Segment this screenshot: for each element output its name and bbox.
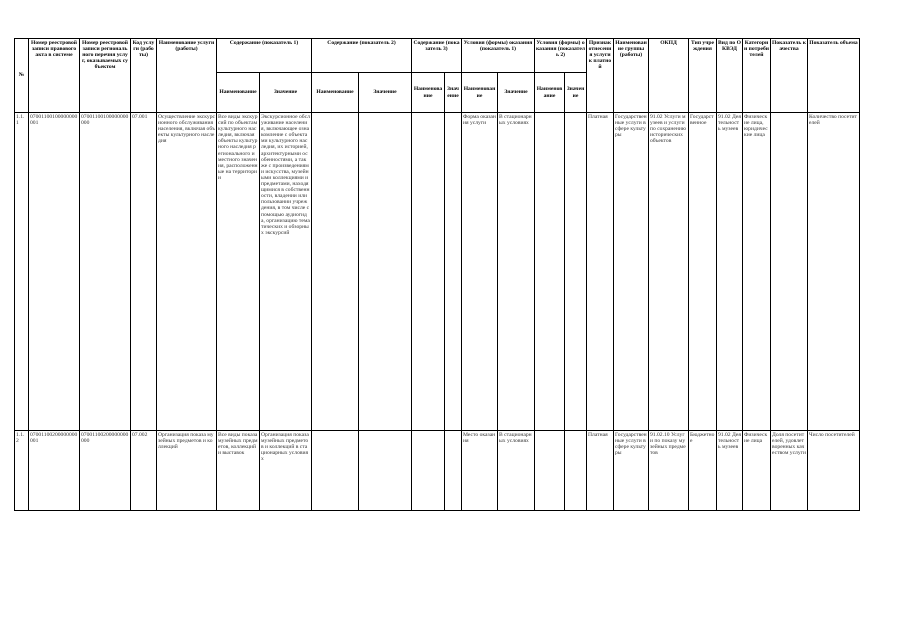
subheader-u2-name: Наименование [535, 73, 565, 113]
header-place: Наименование группы (работы) [614, 39, 649, 113]
cell-c1-name: Все виды показа музейных предметов, коллекций и выставок [217, 431, 260, 511]
header-content3: Содержание (показатель 3) [412, 39, 462, 73]
subheader-c3-name: Наименование [412, 73, 445, 113]
cell-c3-value [445, 113, 462, 431]
cell-quality [771, 113, 808, 431]
cell-place: Государственные услуги в сфере культуры [614, 431, 649, 511]
table-row [15, 113, 860, 431]
cell-reg: 07001100200000000001 [29, 431, 80, 511]
cell-type: Государственное [689, 113, 717, 431]
cell-okved: 91.02 Деятельность музеев [717, 113, 743, 431]
cell-u2-name [535, 431, 565, 511]
cell-c1-value: Организация показа музейных предметов и коллекций в стационарных условиях [260, 431, 312, 511]
subheader-c2-value: Значение [359, 73, 412, 113]
cell-num: 1.1.1 [15, 113, 29, 431]
cell-place: Государственные услуги в сфере культуры [614, 113, 649, 431]
cell-okpd: 91.02 Услуги музеев и услуги по сохранению исторических объектов [649, 113, 689, 431]
subheader-u2-value: Значение [565, 73, 587, 113]
header-content2: Содержание (показатель 2) [312, 39, 412, 73]
cell-c2-value [359, 113, 412, 431]
subheader-c3-value: Значение [445, 73, 462, 113]
subheader-c1-name: Наименование [217, 73, 260, 113]
header-okpd: ОКПД [649, 39, 689, 113]
cell-volume: Количество посетителей [808, 113, 860, 431]
header-reg-num2: Номер реестровой записи регионального перечня услуг, оказываемых субъектом [80, 39, 131, 113]
cell-u2-value [565, 431, 587, 511]
cell-name: Организация показа музейных предметов и коллекций [157, 431, 217, 511]
cell-u2-value [565, 113, 587, 431]
cell-u1-value: В стационарных условиях [498, 431, 535, 511]
cell-category: Физические лица [743, 431, 771, 511]
header-category: Категории потребителей [743, 39, 771, 113]
cell-c3-name [412, 113, 445, 431]
header-code: Код услуги (работы) [131, 39, 157, 113]
header-name: Наименование услуги (работы) [157, 39, 217, 113]
cell-c3-value [445, 431, 462, 511]
cell-free: Платная [587, 431, 614, 511]
cell-c1-value: Экскурсионное обслуживание населения, включающее ознакомление с объектами культурного наследия, их историей, архитектурными особенностями, а также с произведениями искусства, музейными коллекциями и предметами, находящимися в собственности, владении или пользовании учреждения, в том числе с помощью аудиогида, организацию тематических и обзорных экскурсий [260, 113, 312, 431]
header-content1: Содержание (показатель 1) [217, 39, 312, 73]
cell-c2-name [312, 431, 359, 511]
subheader-u1-name: Наименование [462, 73, 498, 113]
header-num: № [15, 39, 29, 113]
header-okved: Вид по ОКВЭД [717, 39, 743, 113]
header-reg-num: Номер реестровой записи правового акта в системе [29, 39, 80, 113]
table-row [15, 431, 860, 511]
cell-code: 07.001 [131, 113, 157, 431]
cell-okved: 91.02 Деятельность музеев [717, 431, 743, 511]
cell-free: Платная [587, 113, 614, 431]
registry-sheet [14, 38, 860, 511]
cell-u2-name [535, 113, 565, 431]
header-volume: Показатель объема [808, 39, 860, 113]
cell-okpd: 91.02.10 Услуги по показу музейных предметов [649, 431, 689, 511]
header-cond1: Условия (формы) оказания (показатель 1) [462, 39, 535, 73]
cell-c2-value [359, 431, 412, 511]
cell-c3-name [412, 431, 445, 511]
registry-table [14, 38, 860, 511]
cell-num: 1.1.2 [15, 431, 29, 511]
cell-name: Осуществление экскурсионного обслуживания населения, включая объекты культурного наследия [157, 113, 217, 431]
cell-volume: Число посетителей [808, 431, 860, 511]
cell-reg: 07001100100000000001 [29, 113, 80, 431]
header-quality: Показатель качества [771, 39, 808, 113]
cell-c1-name: Все виды экскурсий по объектам культурного наследия, включая объекты культурного наследия регионального и местного значения, расположенные на территории [217, 113, 260, 431]
cell-reg2: 07001100200000000000 [80, 431, 131, 511]
subheader-u1-value: Значение [498, 73, 535, 113]
cell-category: Физические лица, юридические лица [743, 113, 771, 431]
cell-u1-value: В стационарных условиях [498, 113, 535, 431]
header-free: Признак отнесения услуги к платной [587, 39, 614, 113]
cell-u1-name: Форма оказания услуги [462, 113, 498, 431]
header-cond2: Условия (формы) оказания (показатель 2) [535, 39, 587, 73]
subheader-c1-value: Значение [260, 73, 312, 113]
cell-c2-name [312, 113, 359, 431]
cell-code: 07.002 [131, 431, 157, 511]
cell-quality: Доля посетителей, удовлетворенных качеством услуги [771, 431, 808, 511]
cell-u1-name: Место оказания [462, 431, 498, 511]
subheader-c2-name: Наименование [312, 73, 359, 113]
cell-type: Бюджетное [689, 431, 717, 511]
header-type: Тип учреждения [689, 39, 717, 113]
cell-reg2: 07001100100000000000 [80, 113, 131, 431]
